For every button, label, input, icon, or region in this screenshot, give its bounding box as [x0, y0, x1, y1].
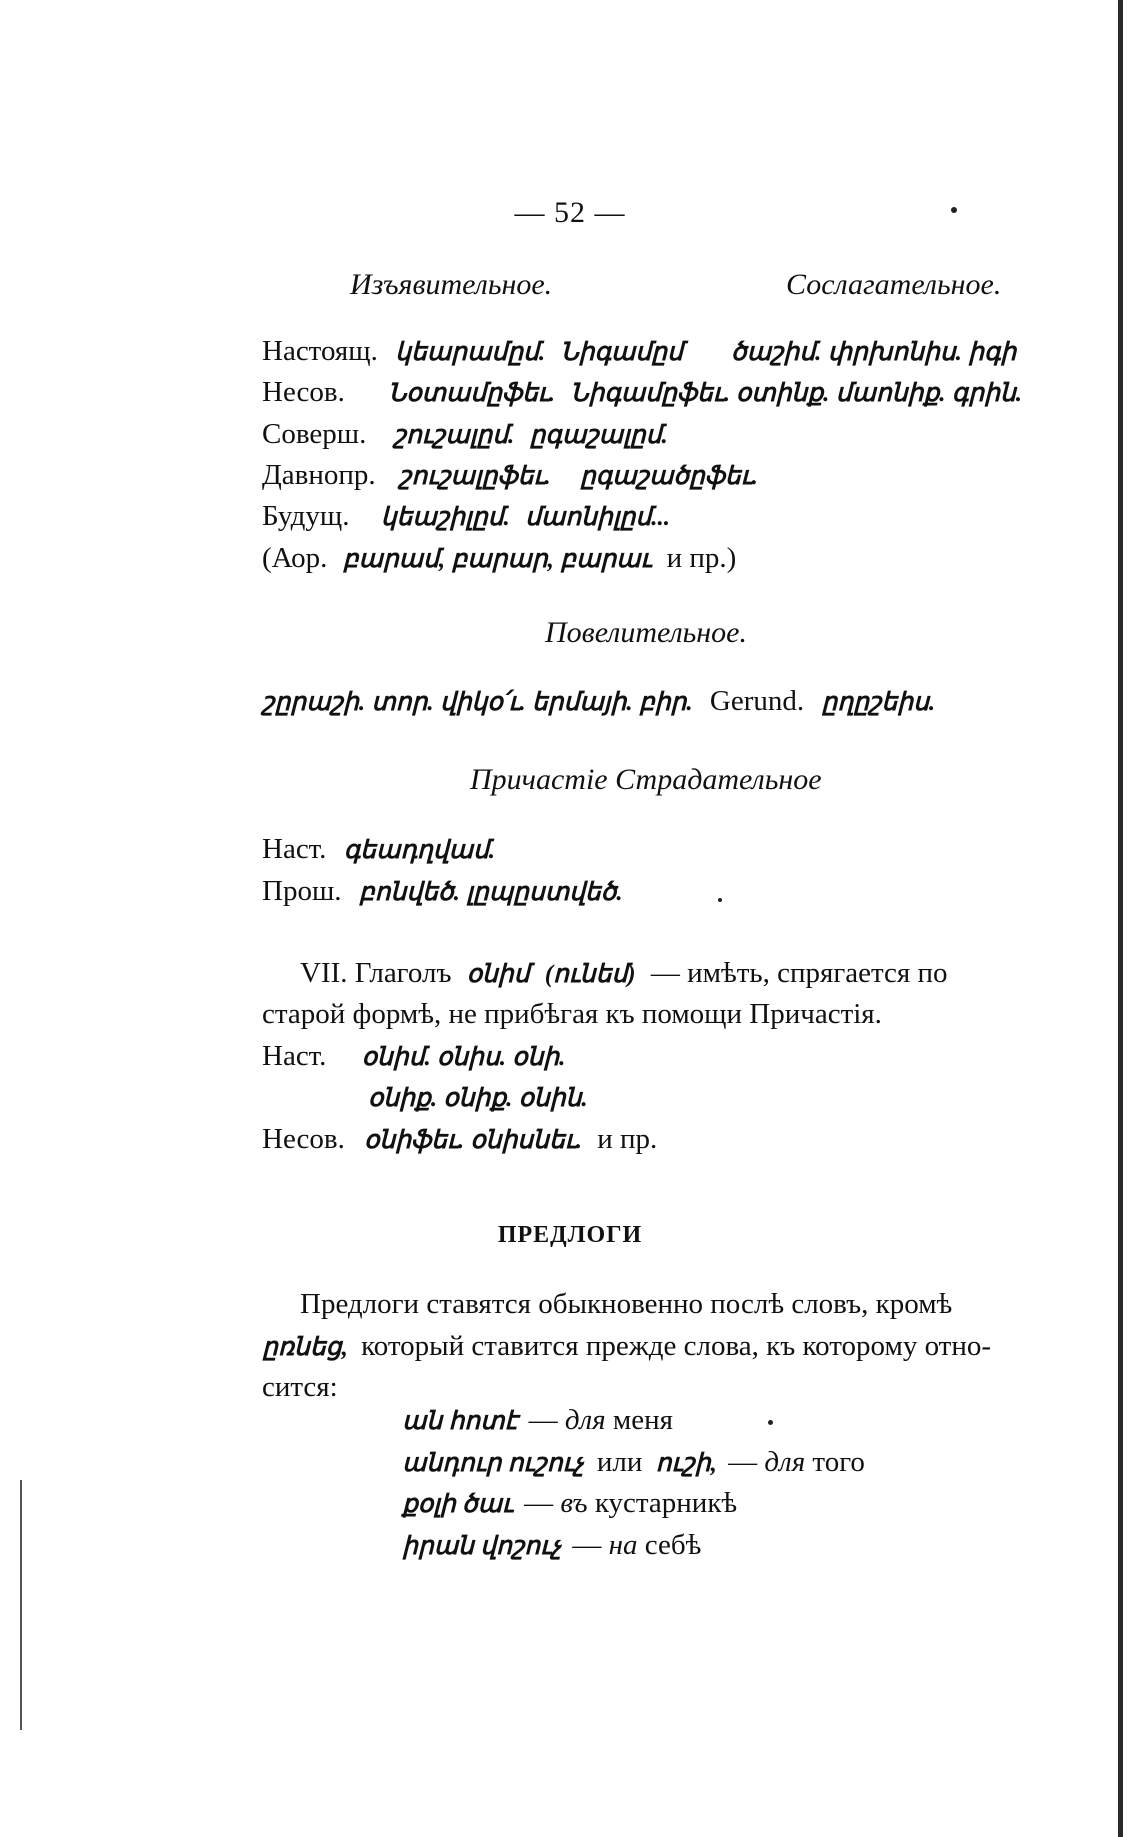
subjunctive-form: ծաշիմ. փրխոնիս. իգի [731, 339, 1017, 366]
armenian-form: կեաշիլըմ. [380, 504, 510, 531]
armenian-form: օնիք. օնիք. օնին. [368, 1085, 588, 1112]
dash: — [572, 1529, 602, 1561]
armenian-form: Նիգամըմ [560, 339, 683, 366]
conjugation-row-present [262, 335, 683, 368]
armenian-word: ըռնեց, [262, 1334, 348, 1361]
example-item [402, 1487, 737, 1520]
armenian-form: կեարամըմ. [395, 339, 546, 366]
armenian-verb-alt: (ունեմ) [544, 961, 636, 988]
armenian-phrase: անդուր ուշուչ [402, 1450, 584, 1477]
armenian-form: օնիֆեւ. օնիսնեւ. [364, 1127, 582, 1154]
armenian-form: բոնվեծ. լըպըստվեծ. [358, 879, 623, 906]
gloss-italic: на [608, 1529, 638, 1561]
conjugation-row-perfect [262, 418, 668, 451]
tense-label: Несов. [262, 376, 345, 408]
dash: — [728, 1446, 758, 1478]
participle-present-row [262, 833, 495, 866]
gloss: себѣ [644, 1529, 702, 1561]
section-heading: ПРЕДЛОГИ [497, 1222, 643, 1248]
armenian-form: շըրաշի. տոր. վիկօ՛ւ. երմայի. բիր. [262, 689, 693, 716]
armenian-form: մաոնիլըմ... [525, 504, 670, 531]
imperfect-tail: и пр. [597, 1123, 658, 1155]
tense-label: Настоящ. [262, 335, 378, 367]
gloss: меня [612, 1404, 673, 1436]
armenian-phrase: ան հոտէ [402, 1408, 518, 1435]
armenian-form: Նօտամըֆեւ. [388, 380, 556, 407]
indicative-title: Изъявительное. [350, 268, 553, 301]
tense-label: Наст. [262, 1040, 327, 1072]
conjugation-row-imperfect [262, 376, 730, 409]
ink-speck [951, 207, 957, 213]
armenian-form: ըգաշալըմ. [529, 422, 668, 449]
tense-label: Прош. [262, 875, 342, 907]
conjugation-row-future [262, 500, 670, 533]
ink-speck [768, 1420, 773, 1425]
vii-present-row [262, 1040, 565, 1073]
armenian-form: օնիմ. օնիս. օնի. [361, 1044, 566, 1071]
aorist-row [262, 542, 736, 575]
armenian-form: բարամ, բարար, բարաւ [342, 546, 652, 573]
paragraph-line: сится: [262, 1371, 338, 1403]
armenian-form: շուշալըմ. [393, 422, 515, 449]
section-vii-suffix: — имѣть, спрягается по [650, 957, 948, 989]
armenian-form: Նիգամըֆեւ. [570, 380, 730, 407]
vii-imperfect-row [262, 1123, 657, 1156]
gloss-italic: въ [560, 1487, 588, 1519]
section-vii-line2: старой формѣ, не прибѣгая къ помощи Причастія. [262, 998, 882, 1030]
example-item [402, 1529, 701, 1562]
or-word: или [596, 1446, 643, 1478]
dash: — [528, 1404, 558, 1436]
gloss-italic: для [764, 1446, 806, 1478]
section-vii-line1 [300, 957, 948, 990]
aorist-open: (Аор. [262, 542, 328, 574]
tense-label: Соверш. [262, 418, 367, 450]
paragraph-text: который ставится прежде слова, къ которому отно- [361, 1330, 992, 1362]
armenian-form: ըղըշեիս. [821, 689, 936, 716]
ink-speck [718, 898, 722, 902]
gloss-italic: для [564, 1404, 606, 1436]
example-item [402, 1404, 673, 1437]
page-edge-mark [20, 1480, 22, 1730]
gloss: того [812, 1446, 865, 1478]
tense-label: Давнопр. [262, 459, 376, 491]
imperative-title: Повелительное. [545, 616, 748, 649]
paragraph-line [262, 1330, 991, 1363]
subjunctive-form: օտինք. մաոնիք. գրին. [736, 380, 1023, 407]
gerund-label: Gerund. [709, 685, 805, 717]
armenian-phrase: քօլի ծաւ [402, 1491, 513, 1518]
armenian-phrase: իրան վոշուչ [402, 1533, 562, 1560]
armenian-form: գեադղվամ. [343, 837, 496, 864]
page-number: — 52 — [514, 196, 626, 229]
page-edge-shadow [1118, 0, 1123, 1837]
example-item [402, 1446, 865, 1479]
participle-title: Причастіе Страдательное [470, 763, 822, 796]
armenian-form: շուշալըֆեւ. [398, 463, 551, 490]
armenian-verb: օնիմ [466, 961, 530, 988]
section-vii-prefix: VII. Глаголъ [300, 957, 452, 989]
armenian-phrase: ուշի, [655, 1450, 717, 1477]
tense-label: Наст. [262, 833, 327, 865]
aorist-tail: и пр.) [666, 542, 737, 574]
dash: — [524, 1487, 554, 1519]
gloss: кустарникѣ [594, 1487, 738, 1519]
imperative-row [262, 685, 935, 718]
participle-past-row [262, 875, 623, 908]
paragraph-line: Предлоги ставятся обыкновенно послѣ словъ, кромѣ [300, 1288, 953, 1320]
tense-label: Несов. [262, 1123, 345, 1155]
tense-label: Будущ. [262, 500, 350, 532]
conjugation-row-pluperfect [262, 459, 758, 492]
subjunctive-title: Сослагательное. [786, 268, 1002, 301]
armenian-form: ըգաշածըֆեւ. [579, 463, 758, 490]
